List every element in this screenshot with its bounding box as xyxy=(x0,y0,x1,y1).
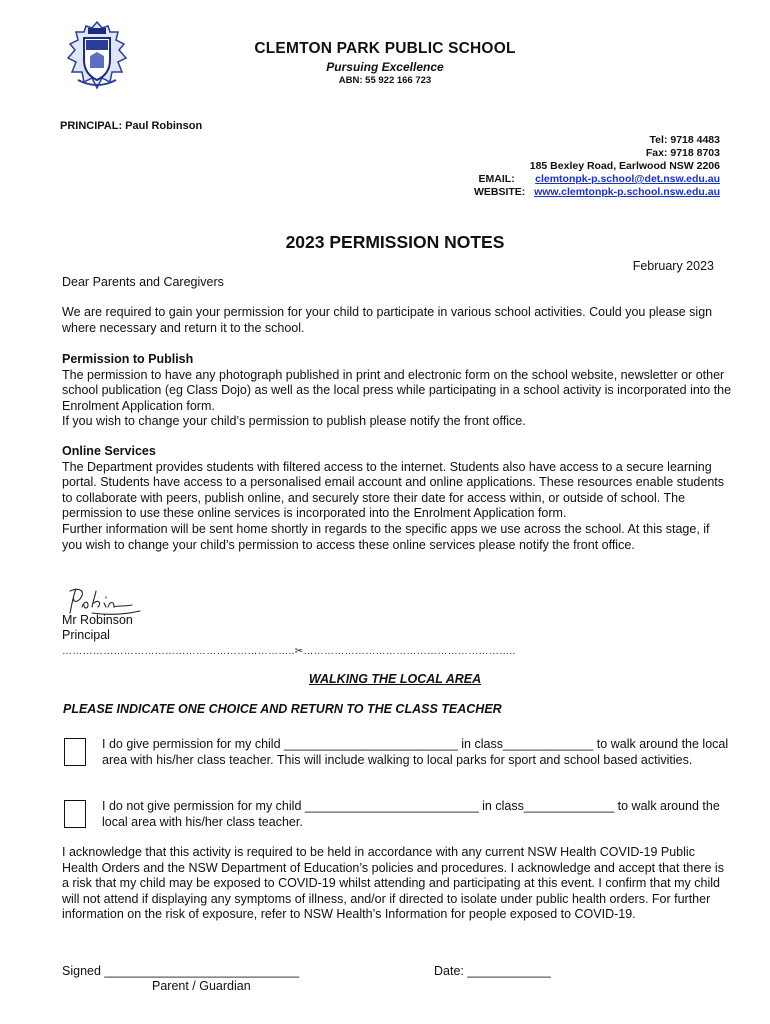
online-section xyxy=(62,444,732,553)
give-permission-checkbox[interactable] xyxy=(64,738,86,766)
intro-paragraph: We are required to gain your permission for your child to participate in various school activities. Could you please sign where necessary and return it to the school. xyxy=(62,305,713,335)
letter-title: 2023 PERMISSION NOTES xyxy=(285,232,505,252)
letter-date: February 2023 xyxy=(632,259,714,273)
deny-permission-text: I do not give permission for my child _________________________ in class_____________ to walk around the local area with his/her class teacher. xyxy=(102,799,720,829)
website-link[interactable]: www.clemtonpk-p.school.nsw.edu.au xyxy=(534,186,720,198)
salutation: Dear Parents and Caregivers xyxy=(62,275,224,289)
form-heading: WALKING THE LOCAL AREA xyxy=(308,672,482,686)
publish-body: The permission to have any photograph published in print and electronic form on the school website, newsletter or other school publication (eg Class Dojo) as well as the local press while participating in a school activity is incorporated into the Enrolment Application form. xyxy=(62,367,732,413)
covid-acknowledgement: I acknowledge that this activity is required to be held in accordance with any current NSW Health COVID-19 Public Health Orders and the NSW Department of Education’s policies and procedures. I acknowledge and accept that there is a risk that my child may be exposed to COVID-19 whilst attending and participating at this event. I confirm that my child will not attend if displaying any symptoms of illness, and/or if directed to isolate under public health orders. For further information on the risk of exposure, refer to NSW Health’s Information for people exposed to COVID-19. xyxy=(62,845,724,922)
school-name: CLEMTON PARK PUBLIC SCHOOL xyxy=(254,40,516,57)
website-label: WEBSITE: xyxy=(473,186,526,198)
publish-heading: Permission to Publish xyxy=(62,352,194,366)
cut-line: …………………………………………………………..✂…………………………………………………….. xyxy=(62,646,516,657)
online-body: The Department provides students with filtered access to the internet. Students also have access to a secure learning portal. Students have access to a personalised email account and online applications. These resources enable students to collaborate with peers, publish online, and securely store their date for access within, or outside of school. The permission to use these online services is incorporated into the Enrolment Application form. xyxy=(62,459,724,521)
email-label: EMAIL: xyxy=(478,173,515,185)
form-instruction: PLEASE INDICATE ONE CHOICE AND RETURN TO THE CLASS TEACHER xyxy=(63,702,502,716)
abn-number: ABN: 55 922 166 723 xyxy=(338,75,432,86)
online-heading: Online Services xyxy=(62,444,156,458)
contact-tel: Tel: 9718 4483 xyxy=(649,134,720,146)
online-further-info: Further information will be sent home shortly in regards to the specific apps we use across the school. At this stage, if you wish to change your child’s permission to access these online services please notify the front office. xyxy=(62,521,710,552)
give-permission-text: I do give permission for my child _________________________ in class_____________ to walk around the local area with his/her class teacher. This will include walking to local parks for sport and school based activities. xyxy=(102,737,729,767)
publish-section xyxy=(62,352,732,430)
contact-fax: Fax: 9718 8703 xyxy=(645,147,720,159)
signature-caption: Parent / Guardian xyxy=(152,979,251,993)
date-field[interactable]: Date: ____________ xyxy=(434,964,551,978)
school-motto: Pursuing Excellence xyxy=(326,60,444,74)
signoff-title: Principal xyxy=(62,628,110,642)
principal-name: PRINCIPAL: Paul Robinson xyxy=(60,120,203,132)
contact-email-row xyxy=(479,173,720,185)
signature-field[interactable]: Signed ____________________________ xyxy=(62,964,300,978)
contact-website-row xyxy=(474,186,720,198)
signoff-name: Mr Robinson xyxy=(62,613,133,627)
deny-permission-checkbox[interactable] xyxy=(64,800,86,828)
email-link[interactable]: clemtonpk-p.school@det.nsw.edu.au xyxy=(535,173,720,185)
contact-address: 185 Bexley Road, Earlwood NSW 2206 xyxy=(529,160,720,172)
publish-change-note: If you wish to change your child’s permission to publish please notify the front office. xyxy=(62,414,526,429)
